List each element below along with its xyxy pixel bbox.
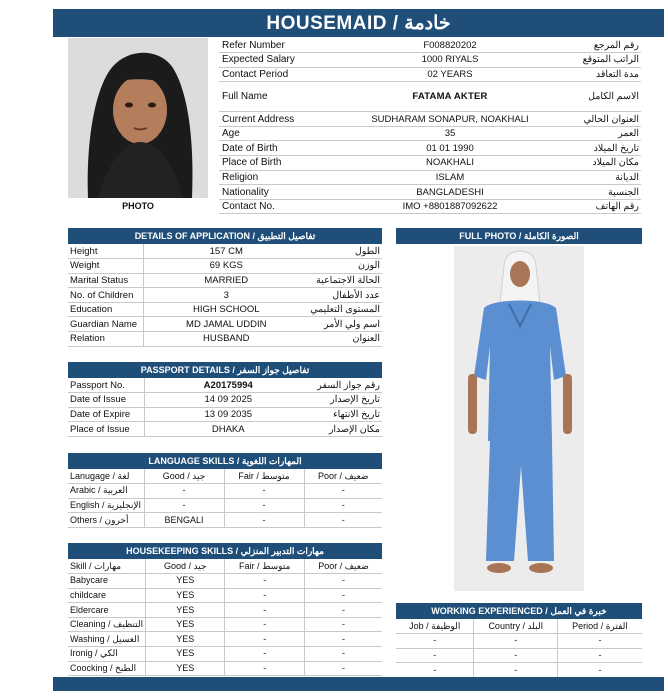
housekeeping-cell: Cleaning / التنظيف [68,617,146,632]
housekeeping-row [68,603,382,618]
passport-label-arabic: مكان الإصدار [312,422,382,437]
passport-value: DHAKA [144,422,312,437]
full-body-photo [454,246,584,591]
info-label: Contact Period [219,67,339,82]
housekeeping-column-headers [68,559,382,574]
application-label: Guardian Name [68,317,144,332]
language-cell: - [304,484,382,499]
housekeeping-cell: - [304,647,382,662]
info-label: Full Name [219,82,339,112]
language-cell: - [224,498,304,513]
housekeeping-cell: YES [146,603,225,618]
application-label: Height [68,244,144,259]
info-label: Religion [219,170,339,185]
application-label: No. of Children [68,288,144,303]
application-value: MARRIED [144,273,308,288]
info-label-arabic: العمر [561,126,641,141]
work-cell: - [558,648,642,663]
info-row [219,38,641,53]
application-label: Relation [68,332,144,347]
housekeeping-cell: - [304,632,382,647]
language-cell: - [224,484,304,499]
application-value: 3 [144,288,308,303]
housekeeping-column-header: Fair / متوسط [225,559,305,574]
info-label-arabic: الديانة [561,170,641,185]
housekeeping-cell: YES [146,617,225,632]
application-row [68,244,382,259]
application-label-arabic: الحالة الاجتماعية [308,273,382,288]
language-section [68,453,382,528]
work-header: WORKING EXPERIENCED / خبرة في العمل [396,603,642,619]
housekeeping-column-header: Good / جيد [146,559,225,574]
application-row [68,302,382,317]
info-row [219,170,641,185]
application-row [68,332,382,347]
info-row [219,67,641,82]
full-name-value: FATAMA AKTER [339,82,561,112]
application-row [68,273,382,288]
passport-row [68,393,382,408]
info-label-arabic: رقم الهاتف [561,199,641,214]
application-label-arabic: الوزن [308,259,382,274]
housekeeping-cell: - [225,574,305,589]
info-label-arabic: الاسم الكامل [561,82,641,112]
housekeeping-cell: Coocking / الطبخ [68,661,146,676]
housekeeping-row [68,588,382,603]
info-label: Place of Birth [219,156,339,171]
application-table [68,244,382,347]
application-row [68,317,382,332]
application-label: Education [68,302,144,317]
info-label-arabic: الجنسية [561,185,641,200]
portrait-photo [68,38,208,198]
housekeeping-cell: YES [146,588,225,603]
language-table [68,469,382,528]
passport-row [68,407,382,422]
info-value: BANGLADESHI [339,185,561,200]
info-row [219,82,641,112]
language-cell: Arabic / العربية [68,484,144,499]
housekeeping-cell: - [225,603,305,618]
application-header: DETAILS OF APPLICATION / تفاصيل التطبيق [68,228,382,244]
housekeeping-row [68,632,382,647]
work-column-headers [396,619,642,634]
language-cell: BENGALI [144,513,224,528]
work-row [396,634,642,649]
housekeeping-cell: YES [146,647,225,662]
info-label: Current Address [219,112,339,127]
housekeeping-section [68,543,382,676]
info-label-arabic: الراتب المتوقع [561,53,641,68]
info-value: 1000 RIYALS [339,53,561,68]
work-cell: - [474,634,558,649]
housekeeping-row [68,617,382,632]
language-cell: English / الإنجليزية [68,498,144,513]
language-column-header: Fair / متوسط [224,469,304,484]
work-column-header: Job / الوظيفة [396,619,474,634]
housekeeping-row [68,661,382,676]
application-label-arabic: المستوى التعليمي [308,302,382,317]
housekeeping-table [68,559,382,676]
housekeeping-row [68,574,382,589]
housekeeping-cell: YES [146,574,225,589]
work-row [396,648,642,663]
info-label-arabic: تاريخ الميلاد [561,141,641,156]
passport-label: Date of Expire [68,407,144,422]
work-cell: - [558,634,642,649]
info-label: Date of Birth [219,141,339,156]
info-label-arabic: مكان الميلاد [561,156,641,171]
info-value: ISLAM [339,170,561,185]
info-label: Refer Number [219,38,339,53]
info-value: 35 [339,126,561,141]
info-label-arabic: رقم المرجع [561,38,641,53]
application-label-arabic: العنوان [308,332,382,347]
passport-value: 13 09 2035 [144,407,312,422]
housekeeping-cell: Washing / الغسيل [68,632,146,647]
full-photo-section [396,228,642,244]
housekeeping-cell: - [225,647,305,662]
info-value: SUDHARAM SONAPUR, NOAKHALI [339,112,561,127]
work-section [396,603,642,678]
passport-value: 14 09 2025 [144,393,312,408]
housekeeping-cell: - [304,661,382,676]
work-cell: - [396,634,474,649]
info-label-arabic: العنوان الحالي [561,112,641,127]
housekeeping-cell: Eldercare [68,603,146,618]
housekeeping-cell: - [225,661,305,676]
language-column-header: Good / جيد [144,469,224,484]
application-row [68,288,382,303]
language-row [68,484,382,499]
info-row [219,53,641,68]
language-column-headers [68,469,382,484]
housekeeping-row [68,647,382,662]
passport-label-arabic: رقم جواز السفر [312,378,382,393]
info-value: IMO +8801887092622 [339,199,561,214]
housekeeping-cell: Ironig / الكي [68,647,146,662]
info-row [219,126,641,141]
info-value: NOAKHALI [339,156,561,171]
passport-row [68,378,382,393]
work-column-header: Period / الفترة [558,619,642,634]
work-cell: - [396,648,474,663]
application-value: MD JAMAL UDDIN [144,317,308,332]
housekeeping-cell: - [304,574,382,589]
info-row [219,112,641,127]
info-label-arabic: مدة التعاقد [561,67,641,82]
language-cell: - [144,498,224,513]
housekeeping-cell: - [225,632,305,647]
passport-table [68,378,382,437]
passport-header: PASSPORT DETAILS / تفاصيل جواز السفر [68,362,382,378]
info-row [219,199,641,214]
housekeeping-cell: YES [146,661,225,676]
language-column-header: Lanugage / لغة [68,469,144,484]
work-cell: - [396,663,474,678]
application-label-arabic: الطول [308,244,382,259]
housekeeping-cell: childcare [68,588,146,603]
language-row [68,498,382,513]
passport-value: A20175994 [144,378,312,393]
housekeeping-cell: - [304,603,382,618]
info-label: Age [219,126,339,141]
housekeeping-column-header: Skill / مهارات [68,559,146,574]
application-label: Weight [68,259,144,274]
housekeeping-cell: - [304,588,382,603]
application-row [68,259,382,274]
language-header: LANGUAGE SKILLS / المهارات اللغوية [68,453,382,469]
info-value: 01 01 1990 [339,141,561,156]
language-cell: - [144,484,224,499]
work-cell: - [474,648,558,663]
work-column-header: Country / البلد [474,619,558,634]
footer-bar [53,677,664,691]
document-title: HOUSEMAID / خادمة [53,9,664,37]
passport-label-arabic: تاريخ الإصدار [312,393,382,408]
personal-info-table [219,38,641,214]
info-row [219,185,641,200]
info-value: 02 YEARS [339,67,561,82]
language-cell: Others / أخرون [68,513,144,528]
application-value: HUSBAND [144,332,308,347]
housekeeping-cell: - [225,617,305,632]
housekeeping-cell: - [225,588,305,603]
info-value: F008820202 [339,38,561,53]
language-cell: - [304,513,382,528]
application-value: 69 KGS [144,259,308,274]
passport-row [68,422,382,437]
passport-label: Date of Issue [68,393,144,408]
application-value: HIGH SCHOOL [144,302,308,317]
photo-label: PHOTO [122,201,154,211]
application-section [68,228,382,347]
work-cell: - [558,663,642,678]
application-label-arabic: عدد الأطفال [308,288,382,303]
language-row [68,513,382,528]
info-label: Nationality [219,185,339,200]
language-column-header: Poor / ضعيف [304,469,382,484]
language-cell: - [304,498,382,513]
housekeeping-header: HOUSEKEEPING SKILLS / مهارات التدبير المنزلي [68,543,382,559]
housekeeping-column-header: Poor / ضعيف [304,559,382,574]
info-label: Contact No. [219,199,339,214]
info-row [219,141,641,156]
info-label: Expected Salary [219,53,339,68]
full-photo-header: FULL PHOTO / الصورة الكاملة [396,228,642,244]
info-row [219,156,641,171]
work-cell: - [474,663,558,678]
housekeeping-cell: Babycare [68,574,146,589]
housekeeping-cell: - [304,617,382,632]
work-table [396,619,642,678]
application-label-arabic: اسم ولي الأمر [308,317,382,332]
housekeeping-cell: YES [146,632,225,647]
passport-section [68,362,382,437]
application-label: Marital Status [68,273,144,288]
passport-label-arabic: تاريخ الانتهاء [312,407,382,422]
language-cell: - [224,513,304,528]
passport-label: Place of Issue [68,422,144,437]
work-row [396,663,642,678]
passport-label: Passport No. [68,378,144,393]
application-value: 157 CM [144,244,308,259]
